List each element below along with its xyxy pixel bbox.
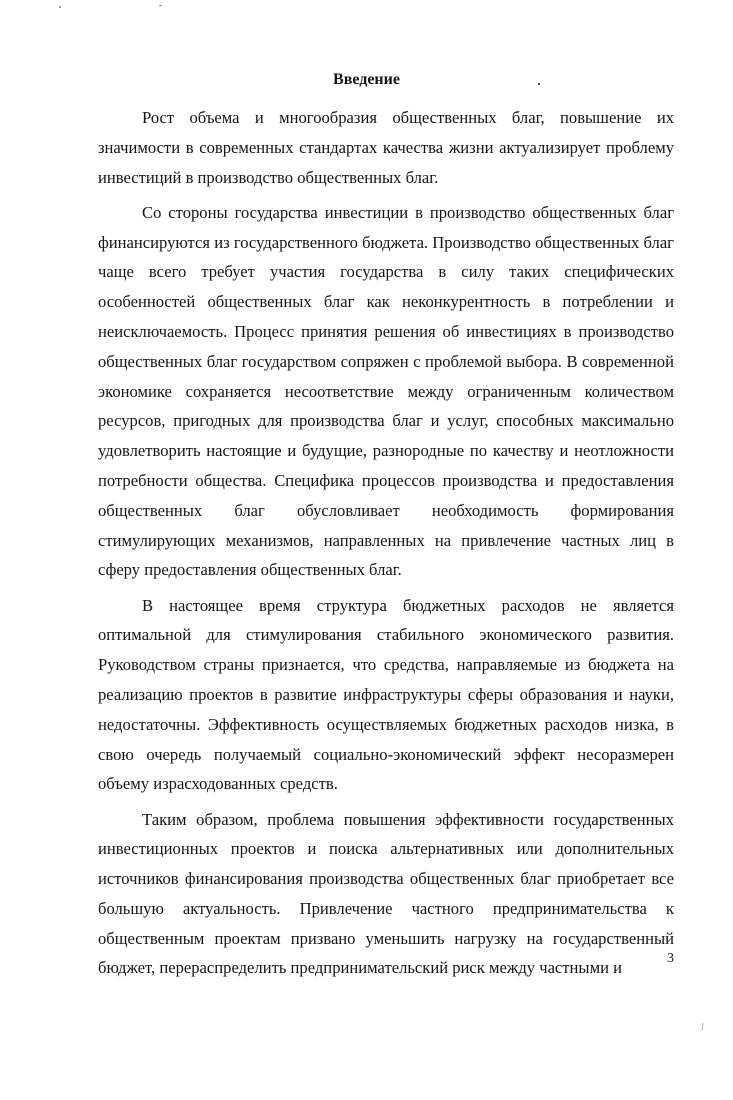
paragraph-2: Со стороны государства инвестиции в производство общественных благ финансируются из государственного бюджета. Производство общественных благ чаще всего требует участия государства в силу таких специфических особенностей общественных благ как неконкурентность в потреблении и неисключаемость. Процесс принятия решения об инвестициях в производство общественных благ государством сопряжен с проблемой выбора. В современной экономике сохраняется несоответствие между ограниченным количеством ресурсов, пригодных для производства благ и услуг, способных максимально удовлетворить настоящие и будущие, разнородные по качеству и неотложности потребности общества. Специфика процессов производства и предоставления общественных благ обусловливает необходимость формирования стимулирующих механизмов, направленных на привлечение частных лиц в сферу предоставления общественных благ. (98, 202, 674, 580)
page-heading: Введение (333, 71, 400, 88)
scan-speck (159, 5, 162, 6)
scan-pen-mark: / (700, 1021, 706, 1034)
paragraph-4: Таким образом, проблема повышения эффективности государственных инвестиционных проектов и поиска альтернативных или дополнительных источников финансирования производства общественных благ приобретает все большую актуальность. Привлечение частного предпринимательства к общественным проектам призвано уменьшить нагрузку на государственный бюджет, перераспределить предпринимательский риск между частными и (98, 809, 674, 978)
page-number: 3 (667, 951, 674, 966)
scan-speck (59, 6, 61, 8)
paragraph-1: Рост объема и многообразия общественных благ, повышение их значимости в современных стандартах качества жизни актуализирует проблему инвестиций в производство общественных благ. (98, 108, 674, 187)
paragraph-3: В настоящее время структура бюджетных расходов не является оптимальной для стимулирования стабильного экономического развития. Руководством страны признается, что средства, направляемые из бюджета на реализацию проектов в развитие инфраструктуры сферы образования и науки, недостаточны. Эффективность осуществляемых бюджетных расходов низка, в свою очередь получаемый социально-экономический эффект несоразмерен объему израсходованных средств. (98, 595, 674, 794)
body-text (98, 103, 674, 989)
